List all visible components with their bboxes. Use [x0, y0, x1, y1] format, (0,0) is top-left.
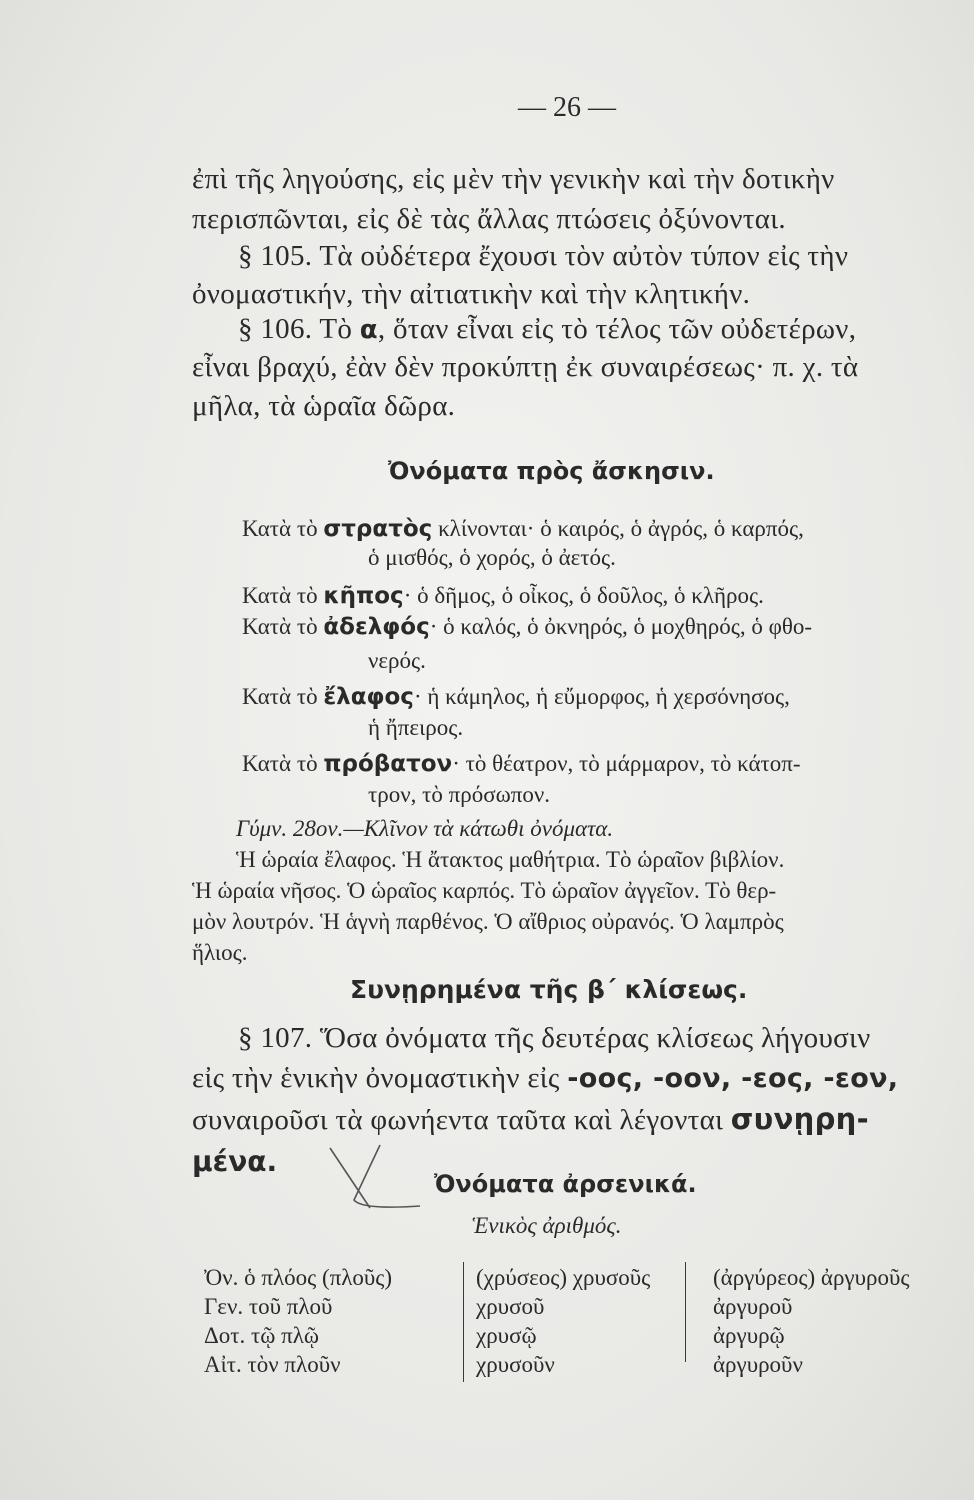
- table-cell: χρυσοῦν: [476, 1352, 555, 1377]
- paragraph-line: ὀνομαστικήν, τὴν αἰτιατικὴν καὶ τὴν κλητικήν.: [192, 278, 751, 310]
- heading-masculine: Ὀνόματα ἀρσενικά.: [434, 1170, 697, 1198]
- section-107: [238, 1022, 871, 1055]
- table-cell: (ἀργύρεος) ἀργυροῦς: [713, 1265, 910, 1290]
- table-cell: (χρύσεος) χρυσοῦς: [476, 1265, 651, 1290]
- bold-letter: α: [359, 315, 378, 345]
- table-column-plous: [204, 1263, 392, 1379]
- table-cell: χρυσοῦ: [476, 1294, 545, 1319]
- page-number: — 26 —: [518, 92, 616, 123]
- table-cell: ἀργυρῷ: [713, 1323, 785, 1348]
- section-107-line: εἰς τὴν ἑνικὴν ὀνομαστικὴν εἰς -οος, -οον, -εος, -εον,: [192, 1062, 899, 1094]
- gym-line: ἥλιος.: [192, 940, 248, 965]
- section-106: [238, 313, 856, 346]
- gym-line: Ἡ ὡραία νῆσος. Ὁ ὡραῖος καρπός. Τὸ ὡραῖον ἀγγεῖον. Τὸ θερ-: [192, 878, 777, 903]
- section-107-line: συναιροῦσι τὰ φωνήεντα ταῦτα καὶ λέγονται συνῃρη-: [192, 1102, 869, 1136]
- heading-contracted: Συνῃρημένα τῆς β΄ κλίσεως.: [350, 975, 748, 1004]
- paragraph-line: περισπῶνται, εἰς δὲ τὰς ἄλλας πτώσεις ὀξύνονται.: [192, 203, 786, 235]
- table-cell: Δοτ. τῷ πλῷ: [204, 1323, 320, 1348]
- table-cell: ἀργυροῦ: [713, 1294, 793, 1319]
- table-cell: Ὀν. ὁ πλόος (πλοῦς): [204, 1265, 393, 1290]
- table-column-chrysous: [476, 1263, 650, 1379]
- exercise-line: Κατὰ τὸ ἀδελφός· ὁ καλός, ὁ ὀκνηρός, ὁ μοχθηρός, ὁ φθο-: [242, 614, 813, 640]
- exercise-line: Κατὰ τὸ στρατὸς κλίνονται· ὁ καιρός, ὁ ἀγρός, ὁ καρπός,: [242, 516, 804, 542]
- gym-line: μὸν λουτρόν. Ἡ ἁγνὴ παρθένος. Ὁ αἴθριος οὐρανός. Ὁ λαμπρὸς: [192, 909, 784, 934]
- exercise-line: ὁ μισθός, ὁ χορός, ὁ ἀετός.: [368, 545, 616, 570]
- exercise-line: Κατὰ τὸ ἔλαφος· ἡ κάμηλος, ἡ εὔμορφος, ἡ χερσόνησος,: [242, 684, 790, 710]
- column-divider: [685, 1262, 686, 1362]
- table-cell: Γεν. τοῦ πλοῦ: [204, 1294, 333, 1319]
- section-number: § 106.: [238, 313, 313, 345]
- table-cell: χρυσῷ: [476, 1323, 537, 1348]
- section-text-start: Τὸ: [319, 313, 360, 345]
- pencil-mark-icon: [320, 1140, 430, 1215]
- section-number: § 105.: [238, 240, 313, 272]
- table-cell: ἀργυροῦν: [713, 1352, 803, 1377]
- table-column-argyrous: [713, 1263, 909, 1379]
- section-text: Τὰ οὐδέτερα ἔχουσι τὸν αὐτὸν τύπον εἰς τὴν: [319, 240, 849, 272]
- gym-line: Ἡ ὡραία ἔλαφος. Ἡ ἄτακτος μαθήτρια. Τὸ ὡραῖον βιβλίον.: [236, 847, 785, 872]
- section-107-term-end: μένα.: [192, 1145, 278, 1178]
- exercise-line: νερός.: [368, 648, 426, 673]
- exercise-line: Κατὰ τὸ κῆπος· ὁ δῆμος, ὁ οἶκος, ὁ δοῦλος, ὁ κλῆρος.: [242, 583, 764, 609]
- subheading-singular: Ἑνικὸς ἀριθμός.: [472, 1213, 622, 1238]
- paragraph-line: εἶναι βραχύ, ἐὰν δὲν προκύπτῃ ἐκ συναιρέσεως· π. χ. τὰ: [192, 351, 859, 383]
- exercise-line: Κατὰ τὸ πρόβατον· τὸ θέατρον, τὸ μάρμαρον, τὸ κάτοπ-: [242, 751, 801, 777]
- paragraph-line: ἐπὶ τῆς ληγούσης, εἰς μὲν τὴν γενικὴν καὶ τὴν δοτικὴν: [192, 163, 835, 195]
- section-105: [238, 240, 848, 273]
- section-text: Ὅσα ὀνόματα τῆς δευτέρας κλίσεως λήγουσιν: [319, 1022, 871, 1054]
- table-cell: Αἰτ. τὸν πλοῦν: [204, 1352, 341, 1377]
- column-divider: [463, 1262, 464, 1382]
- paragraph-line: μῆλα, τὰ ὡραῖα δῶρα.: [192, 390, 456, 422]
- section-text-rest: , ὅταν εἶναι εἰς τὸ τέλος τῶν οὐδετέρων,: [377, 313, 857, 345]
- exercise-line: ἡ ἤπειρος.: [368, 715, 464, 740]
- gym-exercise-title: Γύμν. 28ον.—Κλῖνον τὰ κάτωθι ὀνόματα.: [236, 816, 614, 841]
- exercise-line: τρον, τὸ πρόσωπον.: [368, 782, 551, 807]
- heading-exercises: Ὀνόματα πρὸς ἄσκησιν.: [388, 457, 715, 485]
- section-number: § 107.: [238, 1022, 313, 1054]
